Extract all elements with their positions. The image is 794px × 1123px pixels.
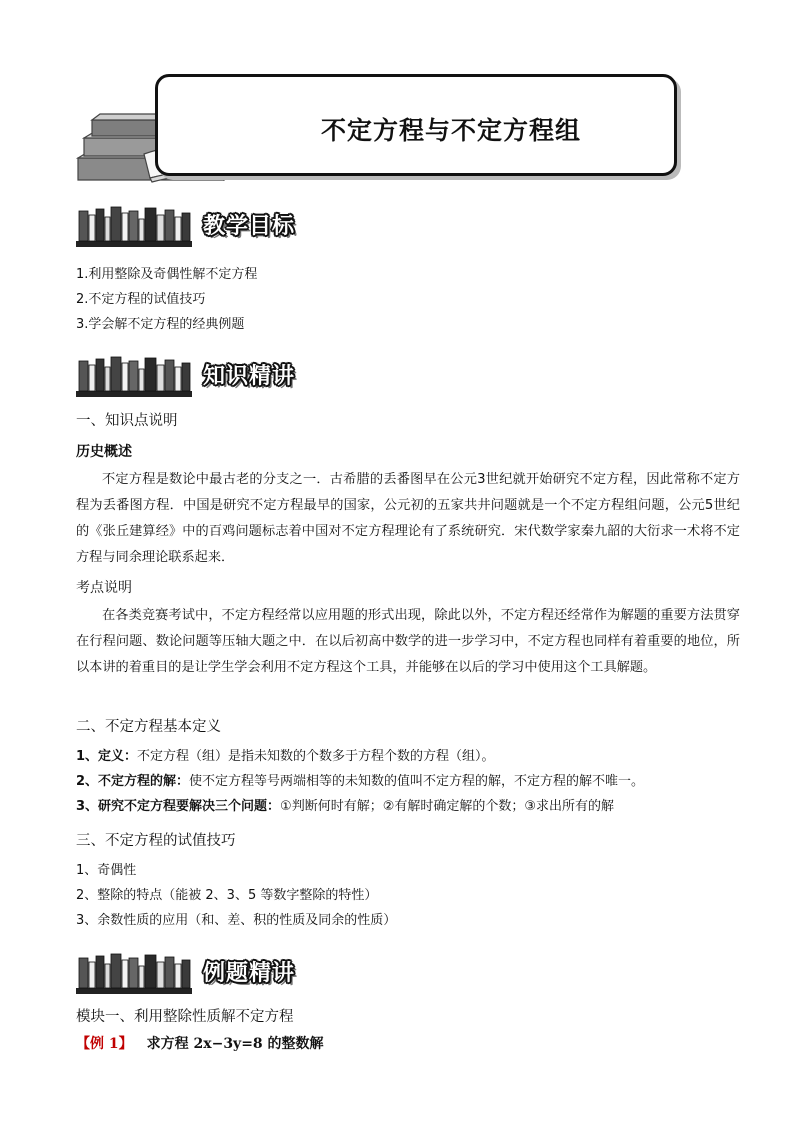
- part2-heading: 二、不定方程基本定义: [76, 719, 221, 735]
- section-header-examples: [76, 950, 316, 994]
- part3-heading: 三、不定方程的试值技巧: [76, 833, 236, 849]
- module-heading: 模块一、利用整除性质解不定方程: [76, 1009, 294, 1025]
- definition-label: 1、定义：: [76, 749, 138, 764]
- goal-item: 2.不定方程的试值技巧: [76, 292, 206, 307]
- section-title: 教学目标: [203, 214, 296, 239]
- goal-item: 3.学会解不定方程的经典例题: [76, 317, 245, 332]
- definition-text: 不定方程（组）是指未知数的个数多于方程个数的方程（组）。: [137, 749, 495, 764]
- title-box: [155, 74, 677, 176]
- technique-item: 1、奇偶性: [76, 863, 137, 878]
- section-title: 例题精讲: [203, 961, 296, 986]
- goal-item: 1.利用整除及奇偶性解不定方程: [76, 267, 258, 282]
- history-title: 历史概述: [76, 444, 132, 460]
- definition-text: ①判断何时有解；②有解时确定解的个数；③求出所有的解: [280, 799, 615, 814]
- example-text: 求方程 2x−3y=8 的整数解: [146, 1036, 324, 1052]
- definition-text: 使不定方程等号两端相等的未知数的值叫不定方程的解，不定方程的解不唯一。: [189, 774, 645, 789]
- technique-item: 3、余数性质的应用（和、差、积的性质及同余的性质）: [76, 913, 397, 928]
- exam-paragraph: 在各类竞赛考试中，不定方程经常以应用题的形式出现，除此以外，不定方程还经常作为解题的重要方法贯穿在行程问题、数论问题等压轴大题之中．在以后初高中数学的进一步学习中，不定方程也同样有着重要的地位，所以本讲的着重目的是让学生学会利用不定方程这个工具，并能够在以后的学习中使用这个工具解题。: [76, 608, 740, 675]
- example-tag: 【例 1】: [76, 1036, 133, 1052]
- definition-label: 3、研究不定方程要解决三个问题：: [76, 799, 281, 814]
- technique-item: 2、整除的特点（能被 2、3、5 等数字整除的特性）: [76, 888, 378, 903]
- definition-label: 2、不定方程的解：: [76, 774, 190, 789]
- part1-heading: 一、知识点说明: [76, 413, 178, 429]
- section-title: 知识精讲: [203, 364, 296, 389]
- example-1: [76, 1033, 324, 1053]
- section-header-goals: [76, 203, 316, 247]
- exam-title: 考点说明: [76, 580, 132, 596]
- definition-item: [76, 798, 614, 816]
- page-title: 不定方程与不定方程组: [320, 116, 581, 145]
- definition-item: [76, 773, 644, 791]
- bookshelf-icon: [76, 203, 192, 247]
- definition-item: [76, 748, 495, 766]
- section-header-knowledge: [76, 353, 316, 397]
- history-paragraph: 不定方程是数论中最古老的分支之一．古希腊的丢番图早在公元3世纪就开始研究不定方程，因此常称不定方程为丢番图方程．中国是研究不定方程最早的国家，公元初的五家共井问题就是一个不定方程组问题，公元5世纪的《张丘建算经》中的百鸡问题标志着中国对不定方程理论有了系统研究．宋代数学家秦九韶的大衍求一术将不定方程与同余理论联系起来．: [76, 472, 740, 565]
- bookshelf-icon: [76, 950, 192, 994]
- bookshelf-icon: [76, 353, 192, 397]
